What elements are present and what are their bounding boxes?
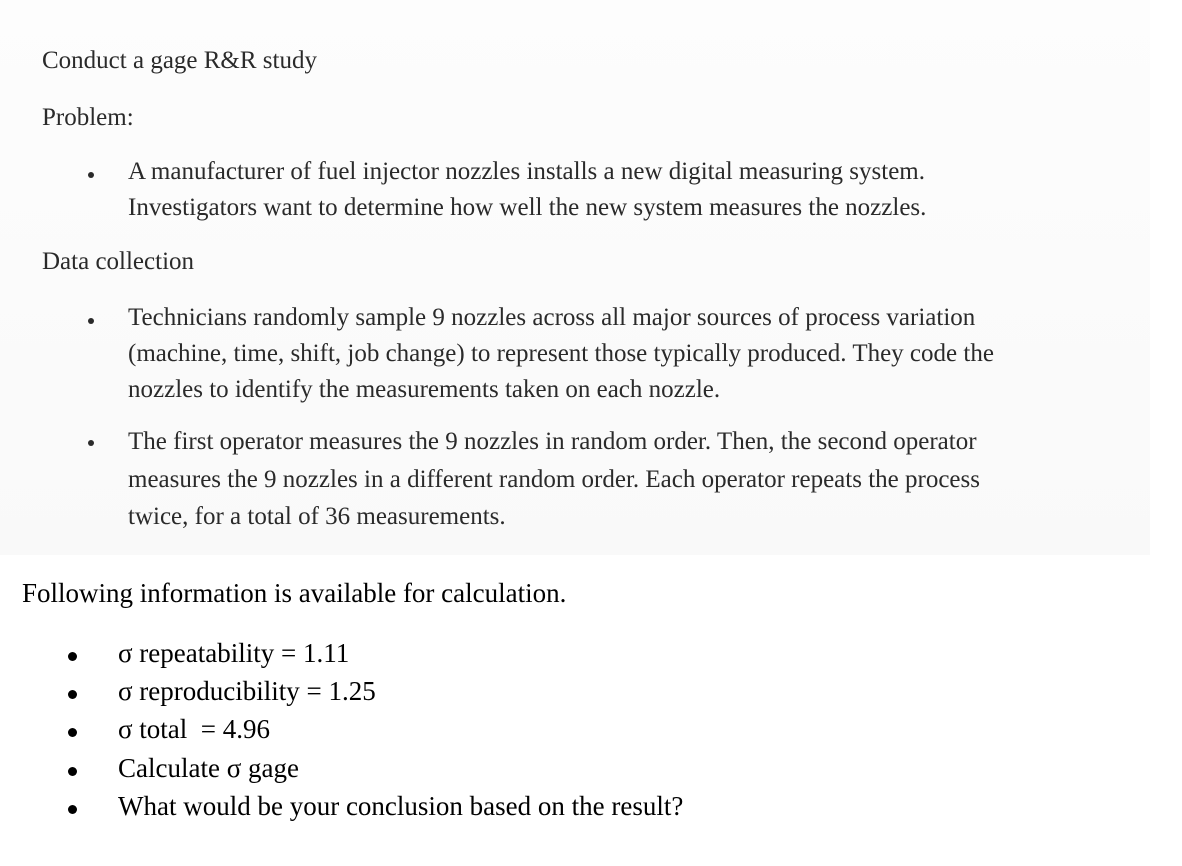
bullet-icon: [68, 690, 77, 699]
problem-line-1: A manufacturer of fuel injector nozzles installs a new digital measuring system.: [128, 158, 925, 185]
info-intro: Following information is available for calculation.: [22, 578, 567, 608]
bullet-icon: [68, 728, 77, 737]
data-bullet-2-line-2: measures the 9 nozzles in a different random order. Each operator repeats the process: [128, 466, 980, 493]
data-bullet-2-line-1: The first operator measures the 9 nozzles in random order. Then, the second operator: [128, 428, 977, 455]
problem-heading: Problem:: [42, 104, 134, 131]
data-bullet-2-line-3: twice, for a total of 36 measurements.: [128, 503, 506, 530]
document-title: Conduct a gage R&R study: [42, 47, 317, 74]
bullet-icon: [88, 440, 94, 446]
bullet-icon: [88, 318, 94, 324]
info-item-calculate: Calculate σ gage: [118, 753, 299, 783]
bullet-icon: [68, 767, 77, 776]
bullet-icon: [68, 652, 77, 661]
bullet-icon: [88, 172, 94, 178]
data-bullet-1-line-1: Technicians randomly sample 9 nozzles across all major sources of process variation: [128, 304, 976, 331]
info-item-total: σ total = 4.96: [118, 714, 271, 744]
info-item-repeatability: σ repeatability = 1.11: [118, 638, 350, 668]
data-collection-heading: Data collection: [42, 248, 195, 275]
info-item-reproducibility: σ reproducibility = 1.25: [118, 676, 376, 706]
info-item-conclusion: What would be your conclusion based on the result?: [118, 791, 684, 821]
data-bullet-1-line-3: nozzles to identify the measurements taken on each nozzle.: [128, 376, 721, 403]
bullet-icon: [68, 805, 77, 814]
data-bullet-1-line-2: (machine, time, shift, job change) to represent those typically produced. They code the: [128, 340, 994, 367]
problem-line-2: Investigators want to determine how well the new system measures the nozzles.: [128, 194, 927, 221]
